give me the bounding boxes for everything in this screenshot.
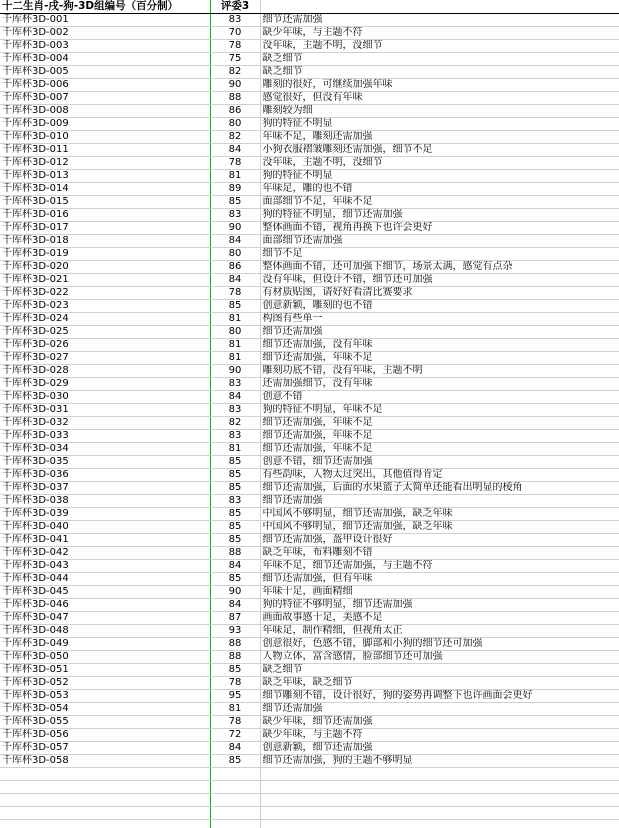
entry-id-cell[interactable]: 千库杯3D-036 (0, 469, 210, 482)
table-row (0, 287, 619, 300)
table-row (0, 599, 619, 612)
entry-id-cell[interactable]: 千库杯3D-029 (0, 378, 210, 391)
entry-id-cell[interactable]: 千库杯3D-009 (0, 118, 210, 131)
comment-cell[interactable]: 缺少年味，细节还需加强 (260, 716, 619, 729)
score-cell[interactable]: 88 (210, 638, 260, 651)
entry-id-cell[interactable]: 千库杯3D-022 (0, 287, 210, 300)
table-row (0, 469, 619, 482)
table-row (0, 209, 619, 222)
comment-cell[interactable]: 年味十足，画面精细 (260, 586, 619, 599)
comment-cell[interactable]: 细节还需加强，年味不足 (260, 352, 619, 365)
score-cell[interactable]: 72 (210, 729, 260, 742)
score-cell[interactable]: 90 (210, 365, 260, 378)
score-cell[interactable]: 82 (210, 66, 260, 79)
score-cell[interactable]: 83 (210, 430, 260, 443)
score-cell[interactable]: 81 (210, 703, 260, 716)
score-cell[interactable]: 84 (210, 742, 260, 755)
entry-id-cell[interactable]: 千库杯3D-016 (0, 209, 210, 222)
score-cell[interactable]: 93 (210, 625, 260, 638)
empty-cell[interactable] (210, 794, 260, 807)
entry-id-cell[interactable]: 千库杯3D-048 (0, 625, 210, 638)
entry-id-cell[interactable]: 千库杯3D-045 (0, 586, 210, 599)
empty-cell[interactable] (260, 794, 619, 807)
score-cell[interactable]: 90 (210, 586, 260, 599)
comment-cell[interactable]: 狗的特征不明显 (260, 170, 619, 183)
entry-id-cell[interactable]: 千库杯3D-030 (0, 391, 210, 404)
entry-id-cell[interactable]: 千库杯3D-058 (0, 755, 210, 768)
table-row (0, 352, 619, 365)
table-row (0, 586, 619, 599)
table-row (0, 274, 619, 287)
entry-id-cell[interactable]: 千库杯3D-021 (0, 274, 210, 287)
table-row (0, 365, 619, 378)
comment-cell[interactable]: 缺少年味，与主题不符 (260, 729, 619, 742)
comment-cell[interactable]: 创意不错，细节还需加强 (260, 456, 619, 469)
table-row (0, 339, 619, 352)
score-cell[interactable]: 83 (210, 378, 260, 391)
comment-cell[interactable]: 狗的特征不明显，细节还需加强 (260, 209, 619, 222)
comment-cell[interactable]: 创意很好，色感不错，脚部和小狗的细节还可加强 (260, 638, 619, 651)
score-cell[interactable]: 86 (210, 261, 260, 274)
comment-cell[interactable]: 中国风不够明显，细节还需加强，缺乏年味 (260, 508, 619, 521)
comment-cell[interactable]: 细节还需加强，狗的主题不够明显 (260, 755, 619, 768)
entry-id-cell[interactable]: 千库杯3D-037 (0, 482, 210, 495)
score-cell[interactable]: 84 (210, 144, 260, 157)
empty-row (0, 807, 619, 820)
score-cell[interactable]: 88 (210, 547, 260, 560)
table-row (0, 495, 619, 508)
entry-id-cell[interactable]: 千库杯3D-039 (0, 508, 210, 521)
comment-cell[interactable]: 细节还需加强，没有年味 (260, 339, 619, 352)
comment-cell[interactable]: 缺少年味，与主题不符 (260, 27, 619, 40)
entry-id-cell[interactable]: 千库杯3D-018 (0, 235, 210, 248)
comment-cell[interactable]: 人物立体，富含感情，脸部细节还可加强 (260, 651, 619, 664)
score-cell[interactable]: 85 (210, 573, 260, 586)
score-cell[interactable]: 78 (210, 287, 260, 300)
entry-id-cell[interactable]: 千库杯3D-011 (0, 144, 210, 157)
comment-cell[interactable]: 雕刻功底不错，没有年味，主题不明 (260, 365, 619, 378)
comment-cell[interactable]: 面部细节还需加强 (260, 235, 619, 248)
comment-cell[interactable]: 狗的特征不够明显，细节还需加强 (260, 599, 619, 612)
table-row (0, 664, 619, 677)
empty-cell[interactable] (210, 781, 260, 794)
score-cell[interactable]: 81 (210, 339, 260, 352)
comment-cell[interactable]: 雕刻较为细 (260, 105, 619, 118)
table-row (0, 235, 619, 248)
comment-cell[interactable]: 细节还需加强，但有年味 (260, 573, 619, 586)
table-row (0, 326, 619, 339)
table-row (0, 92, 619, 105)
comment-cell[interactable]: 有些韵味，人物太过突出，其他值得肯定 (260, 469, 619, 482)
empty-cell[interactable] (0, 768, 210, 781)
comment-cell[interactable]: 缺乏细节 (260, 66, 619, 79)
entry-id-cell[interactable]: 千库杯3D-014 (0, 183, 210, 196)
comment-cell[interactable]: 缺乏细节 (260, 53, 619, 66)
comment-cell[interactable]: 年味足，雕的也不错 (260, 183, 619, 196)
entry-id-cell[interactable]: 千库杯3D-044 (0, 573, 210, 586)
empty-cell[interactable] (260, 807, 619, 820)
entry-id-cell[interactable]: 千库杯3D-041 (0, 534, 210, 547)
table-row (0, 79, 619, 92)
entry-id-cell[interactable]: 千库杯3D-043 (0, 560, 210, 573)
table-row (0, 742, 619, 755)
comment-cell[interactable]: 细节还需加强 (260, 495, 619, 508)
comment-cell[interactable]: 年味足，制作精细，但视角太正 (260, 625, 619, 638)
entry-id-cell[interactable]: 千库杯3D-032 (0, 417, 210, 430)
empty-row (0, 768, 619, 781)
table-row (0, 677, 619, 690)
comment-cell[interactable]: 狗的特征不明显，年味不足 (260, 404, 619, 417)
table-row (0, 391, 619, 404)
score-cell[interactable]: 78 (210, 40, 260, 53)
table-row (0, 222, 619, 235)
entry-id-cell[interactable]: 千库杯3D-015 (0, 196, 210, 209)
entry-id-cell[interactable]: 千库杯3D-026 (0, 339, 210, 352)
comment-cell[interactable]: 细节还需加强，后面的水果篮子太简单还能看出明显的棱角 (260, 482, 619, 495)
score-cell[interactable]: 78 (210, 716, 260, 729)
comment-cell[interactable]: 感觉很好，但没有年味 (260, 92, 619, 105)
score-cell[interactable]: 80 (210, 118, 260, 131)
entry-id-cell[interactable]: 千库杯3D-004 (0, 53, 210, 66)
score-cell[interactable]: 84 (210, 599, 260, 612)
comment-cell[interactable]: 没年味，主题不明，没细节 (260, 40, 619, 53)
entry-id-cell[interactable]: 千库杯3D-020 (0, 261, 210, 274)
comment-cell[interactable]: 细节不足 (260, 248, 619, 261)
empty-cell[interactable] (210, 807, 260, 820)
score-cell[interactable]: 90 (210, 79, 260, 92)
comment-cell[interactable]: 缺乏年味，布料雕刻不错 (260, 547, 619, 560)
score-cell[interactable]: 88 (210, 651, 260, 664)
empty-cell[interactable] (260, 768, 619, 781)
entry-id-cell[interactable]: 千库杯3D-007 (0, 92, 210, 105)
entry-id-cell[interactable]: 千库杯3D-024 (0, 313, 210, 326)
table-row (0, 53, 619, 66)
table-row (0, 547, 619, 560)
score-cell[interactable]: 81 (210, 170, 260, 183)
empty-row (0, 781, 619, 794)
score-cell[interactable]: 70 (210, 27, 260, 40)
entry-id-cell[interactable]: 千库杯3D-002 (0, 27, 210, 40)
entry-id-cell[interactable]: 千库杯3D-025 (0, 326, 210, 339)
table-row (0, 755, 619, 768)
header-row (0, 0, 619, 14)
entry-id-cell[interactable]: 千库杯3D-008 (0, 105, 210, 118)
entry-id-cell[interactable]: 千库杯3D-038 (0, 495, 210, 508)
entry-id-cell[interactable]: 千库杯3D-023 (0, 300, 210, 313)
comment-cell[interactable]: 细节还需加强，年味不足 (260, 417, 619, 430)
table-row (0, 144, 619, 157)
score-cell[interactable]: 88 (210, 92, 260, 105)
empty-cell[interactable] (0, 820, 210, 828)
entry-id-cell[interactable]: 千库杯3D-006 (0, 79, 210, 92)
entry-id-cell[interactable]: 千库杯3D-027 (0, 352, 210, 365)
table-row (0, 612, 619, 625)
empty-row (0, 820, 619, 828)
entry-id-cell[interactable]: 千库杯3D-001 (0, 14, 210, 27)
table-row (0, 404, 619, 417)
table-row (0, 690, 619, 703)
comment-cell[interactable]: 有材质贴图，请好好看清比赛要求 (260, 287, 619, 300)
score-cell[interactable]: 87 (210, 612, 260, 625)
table-row (0, 508, 619, 521)
score-cell[interactable]: 85 (210, 521, 260, 534)
comment-cell[interactable]: 细节还需加强 (260, 326, 619, 339)
table-row (0, 183, 619, 196)
score-cell[interactable]: 84 (210, 235, 260, 248)
comment-cell[interactable]: 缺乏年味，缺乏细节 (260, 677, 619, 690)
comment-cell[interactable]: 小狗衣服褶皱雕刻还需加强，细节不足 (260, 144, 619, 157)
entry-id-cell[interactable]: 千库杯3D-046 (0, 599, 210, 612)
entry-id-cell[interactable]: 千库杯3D-034 (0, 443, 210, 456)
score-cell[interactable]: 85 (210, 300, 260, 313)
table-row (0, 560, 619, 573)
entry-id-cell[interactable]: 千库杯3D-031 (0, 404, 210, 417)
score-cell[interactable]: 83 (210, 404, 260, 417)
empty-cell[interactable] (260, 781, 619, 794)
entry-id-cell[interactable]: 千库杯3D-054 (0, 703, 210, 716)
comment-cell[interactable]: 创意不错 (260, 391, 619, 404)
table-row (0, 417, 619, 430)
score-cell[interactable]: 81 (210, 352, 260, 365)
comment-cell[interactable]: 没有年味，但设计不错，细节还可加强 (260, 274, 619, 287)
entry-id-cell[interactable]: 千库杯3D-033 (0, 430, 210, 443)
table-row (0, 456, 619, 469)
entry-id-cell[interactable]: 千库杯3D-050 (0, 651, 210, 664)
comment-cell[interactable]: 年味不足，雕刻还需加强 (260, 131, 619, 144)
empty-row (0, 794, 619, 807)
comment-cell[interactable]: 构图有些单一 (260, 313, 619, 326)
table-row (0, 651, 619, 664)
score-cell[interactable]: 90 (210, 222, 260, 235)
table-row (0, 625, 619, 638)
comment-cell[interactable]: 细节还需加强，盔甲设计很好 (260, 534, 619, 547)
score-cell[interactable]: 75 (210, 53, 260, 66)
score-cell[interactable]: 85 (210, 534, 260, 547)
comment-cell[interactable]: 中国风不够明显，细节还需加强，缺乏年味 (260, 521, 619, 534)
table-row (0, 131, 619, 144)
comment-cell[interactable]: 细节雕刻不错，设计很好，狗的姿势再调整下也许画面会更好 (260, 690, 619, 703)
table-row (0, 729, 619, 742)
entry-id-cell[interactable]: 千库杯3D-053 (0, 690, 210, 703)
comment-cell[interactable]: 还需加强细节，没有年味 (260, 378, 619, 391)
score-cell[interactable]: 83 (210, 209, 260, 222)
table-row (0, 157, 619, 170)
comment-cell[interactable]: 细节还需加强 (260, 703, 619, 716)
comment-cell[interactable]: 没年味，主题不明，没细节 (260, 157, 619, 170)
header-score-cell[interactable]: 评委3 (210, 0, 260, 14)
score-cell[interactable]: 81 (210, 443, 260, 456)
comment-cell[interactable]: 创意新颖，雕刻的也不错 (260, 300, 619, 313)
header-comment-cell[interactable] (260, 0, 619, 14)
header-name-cell[interactable]: 十二生肖-戌-狗-3D组编号（百分制） (0, 0, 210, 14)
table-row (0, 638, 619, 651)
entry-id-cell[interactable]: 千库杯3D-019 (0, 248, 210, 261)
score-cell[interactable]: 95 (210, 690, 260, 703)
table-row (0, 170, 619, 183)
score-cell[interactable]: 83 (210, 495, 260, 508)
table-row (0, 40, 619, 53)
entry-id-cell[interactable]: 千库杯3D-028 (0, 365, 210, 378)
table-row (0, 118, 619, 131)
score-cell[interactable]: 82 (210, 417, 260, 430)
table-row (0, 105, 619, 118)
score-cell[interactable]: 85 (210, 508, 260, 521)
score-cell[interactable]: 82 (210, 131, 260, 144)
table-row (0, 482, 619, 495)
table-row (0, 534, 619, 547)
entry-id-cell[interactable]: 千库杯3D-052 (0, 677, 210, 690)
score-cell[interactable]: 78 (210, 157, 260, 170)
table-row (0, 66, 619, 79)
table-row (0, 716, 619, 729)
score-cell[interactable]: 85 (210, 456, 260, 469)
empty-cell[interactable] (0, 794, 210, 807)
comment-cell[interactable]: 细节还需加强 (260, 14, 619, 27)
comment-cell[interactable]: 细节还需加强，年味不足 (260, 443, 619, 456)
entry-id-cell[interactable]: 千库杯3D-047 (0, 612, 210, 625)
entry-id-cell[interactable]: 千库杯3D-035 (0, 456, 210, 469)
comment-cell[interactable]: 整体画面不错，视角再换下也许会更好 (260, 222, 619, 235)
table-row (0, 573, 619, 586)
entry-id-cell[interactable]: 千库杯3D-055 (0, 716, 210, 729)
entry-id-cell[interactable]: 千库杯3D-013 (0, 170, 210, 183)
score-cell[interactable]: 84 (210, 274, 260, 287)
score-cell[interactable]: 85 (210, 469, 260, 482)
score-cell[interactable]: 85 (210, 482, 260, 495)
entry-id-cell[interactable]: 千库杯3D-005 (0, 66, 210, 79)
entry-id-cell[interactable]: 千库杯3D-012 (0, 157, 210, 170)
entry-id-cell[interactable]: 千库杯3D-049 (0, 638, 210, 651)
score-cell[interactable]: 85 (210, 196, 260, 209)
comment-cell[interactable]: 创意新颖，细节还需加强 (260, 742, 619, 755)
entry-id-cell[interactable]: 千库杯3D-003 (0, 40, 210, 53)
score-cell[interactable]: 81 (210, 313, 260, 326)
table-row (0, 430, 619, 443)
table-row (0, 196, 619, 209)
score-cell[interactable]: 86 (210, 105, 260, 118)
score-cell[interactable]: 89 (210, 183, 260, 196)
empty-cell[interactable] (0, 781, 210, 794)
score-cell[interactable]: 80 (210, 326, 260, 339)
empty-cell[interactable] (260, 820, 619, 828)
empty-cell[interactable] (210, 820, 260, 828)
comment-cell[interactable]: 细节还需加强，年味不足 (260, 430, 619, 443)
table-row (0, 443, 619, 456)
score-cell[interactable]: 84 (210, 391, 260, 404)
empty-cell[interactable] (0, 807, 210, 820)
score-cell[interactable]: 84 (210, 560, 260, 573)
score-cell[interactable]: 78 (210, 677, 260, 690)
entry-id-cell[interactable]: 千库杯3D-017 (0, 222, 210, 235)
table-row (0, 14, 619, 27)
comment-cell[interactable]: 狗的特征不明显 (260, 118, 619, 131)
table-row (0, 261, 619, 274)
table-row (0, 313, 619, 326)
entry-id-cell[interactable]: 千库杯3D-056 (0, 729, 210, 742)
comment-cell[interactable]: 面部细节不足，年味不足 (260, 196, 619, 209)
entry-id-cell[interactable]: 千库杯3D-042 (0, 547, 210, 560)
entry-id-cell[interactable]: 千库杯3D-010 (0, 131, 210, 144)
table-row (0, 27, 619, 40)
score-cell[interactable]: 85 (210, 664, 260, 677)
score-cell[interactable]: 83 (210, 14, 260, 27)
table-row (0, 703, 619, 716)
table-row (0, 521, 619, 534)
comment-cell[interactable]: 缺乏细节 (260, 664, 619, 677)
comment-cell[interactable]: 整体画面不错，还可加强下细节，场景太满，感觉有点杂 (260, 261, 619, 274)
table-row (0, 378, 619, 391)
entry-id-cell[interactable]: 千库杯3D-040 (0, 521, 210, 534)
entry-id-cell[interactable]: 千库杯3D-057 (0, 742, 210, 755)
entry-id-cell[interactable]: 千库杯3D-051 (0, 664, 210, 677)
empty-cell[interactable] (210, 768, 260, 781)
comment-cell[interactable]: 雕刻的很好，可继续加强年味 (260, 79, 619, 92)
table-row (0, 248, 619, 261)
score-cell[interactable]: 80 (210, 248, 260, 261)
comment-cell[interactable]: 年味不足，细节还需加强，与主题不符 (260, 560, 619, 573)
score-cell[interactable]: 85 (210, 755, 260, 768)
table-row (0, 300, 619, 313)
comment-cell[interactable]: 画面故事感十足，美感不足 (260, 612, 619, 625)
